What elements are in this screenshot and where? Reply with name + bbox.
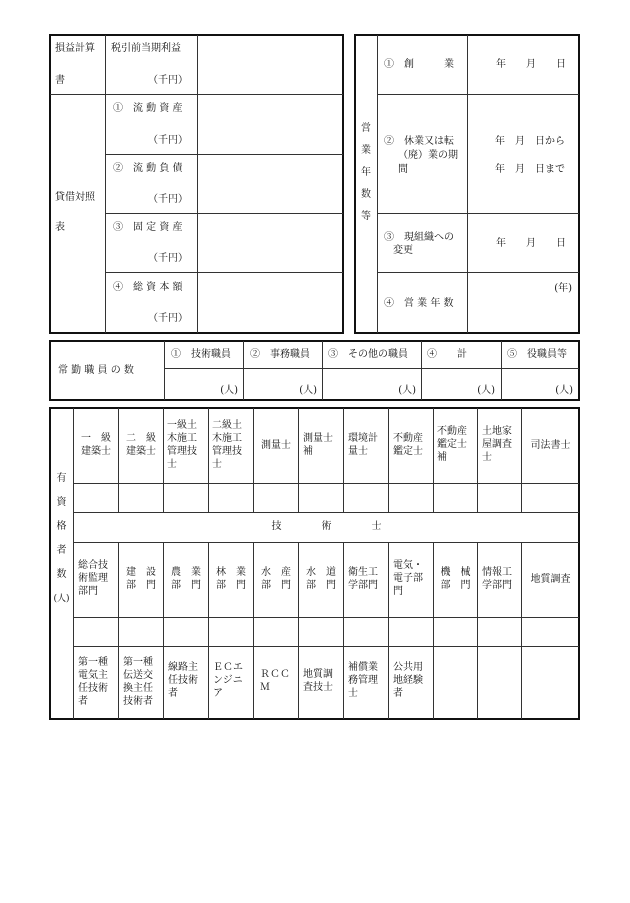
divider — [378, 94, 579, 95]
officers-unit[interactable]: (人) — [555, 385, 573, 396]
first-class-architect-header: 一 級 建築士 — [81, 433, 111, 457]
current-assets-value[interactable] — [198, 95, 343, 154]
water-supply-dept-header: 水 道 部 門 — [306, 567, 336, 591]
technical-staff-unit[interactable]: (人) — [220, 385, 238, 396]
profit-loss-label: 損益計算 — [55, 43, 95, 54]
years-unit-label: (年) — [554, 283, 572, 294]
divider — [378, 213, 579, 214]
divider — [378, 272, 579, 273]
second-class-architect-header: 二 級 建築士 — [126, 433, 156, 457]
chief-electrical-engineer-header: 第一種 電気主 任技術 者 — [78, 657, 108, 707]
chief-transmission-engineer-header: 第一種 伝送交 換主任 技術者 — [123, 657, 153, 707]
divider — [243, 341, 244, 400]
qualified-count-row-2[interactable] — [74, 618, 579, 646]
founding-date[interactable]: 年 月 日 — [496, 59, 566, 70]
land-house-surveyor-header: 土地家 屋調査 士 — [482, 426, 512, 463]
pretax-profit-label: 税引前当期利益 — [111, 43, 181, 54]
electrical-dept-header: 電気・ 電子部 門 — [393, 560, 423, 597]
other-staff-unit[interactable]: (人) — [398, 385, 416, 396]
suspension-label: ② 休業又は転 — [384, 136, 454, 147]
sanitation-dept-header: 衛生工 学部門 — [348, 567, 378, 591]
balance-sheet-label: 貸借対照 — [55, 192, 95, 203]
comprehensive-engineering-header: 総合技 術監理 部門 — [78, 560, 108, 597]
total-capital-value[interactable] — [198, 273, 343, 333]
information-engineering-header: 情報工 学部門 — [482, 567, 512, 591]
public-land-experience-header: 公共用 地経験 者 — [393, 662, 423, 699]
current-assets-label: ① 流 動 資 産 — [113, 103, 183, 114]
qualified-count-row-1[interactable] — [74, 484, 579, 512]
unit-label: （千円） — [148, 194, 188, 205]
profit-loss-label-2: 書 — [55, 75, 65, 86]
unit-label: （千円） — [148, 313, 188, 324]
office-staff-unit[interactable]: (人) — [299, 385, 317, 396]
environmental-measurer-header: 環境計 量士 — [348, 433, 378, 457]
business-years-section-label: 営 業 年 数 等 — [361, 123, 371, 222]
divider — [165, 368, 579, 369]
construction-dept-header: 建 設 部 門 — [126, 567, 156, 591]
surveyor-header: 測量士 — [261, 440, 291, 451]
total-staff-header: ④ 計 — [427, 349, 467, 360]
suspension-label-2: （廃）業の期 — [398, 150, 458, 161]
suspension-from-date[interactable]: 年 月 日から — [495, 136, 565, 147]
professional-engineer-header: 技 術 士 — [271, 521, 382, 532]
reorganization-date[interactable]: 年 月 日 — [496, 238, 566, 249]
forestry-dept-header: 林 業 部 門 — [216, 567, 246, 591]
fixed-assets-value[interactable] — [198, 214, 343, 272]
reorganization-label: ③ 現組織への — [384, 232, 454, 243]
pretax-profit-value[interactable] — [198, 35, 343, 94]
qualified-section-label: 有 資 格 者 数 (人) — [53, 473, 70, 604]
judicial-scrivener-header: 司法書士 — [530, 440, 571, 451]
assistant-appraiser-header: 不動産 鑑定士 補 — [437, 426, 467, 463]
divider — [501, 341, 502, 400]
fixed-assets-label: ③ 固 定 資 産 — [113, 222, 183, 233]
assistant-surveyor-header: 測量士 補 — [303, 433, 333, 457]
years-in-business-label: ④ 営 業 年 数 — [384, 298, 454, 309]
divider — [74, 646, 579, 647]
balance-sheet-label-2: 表 — [55, 222, 65, 233]
office-staff-header: ② 事務職員 — [250, 349, 310, 360]
mechanical-dept-header: 機 械 部 門 — [440, 567, 471, 591]
staff-section-label: 常 勤 職 員 の 数 — [58, 365, 134, 376]
divider — [377, 35, 378, 333]
other-staff-header: ③ その他の職員 — [328, 349, 408, 360]
ec-engineer-header: ＥＣエ ンジニ ア — [213, 662, 243, 699]
suspension-label-3: 間 — [398, 164, 408, 175]
agriculture-dept-header: 農 業 部 門 — [171, 567, 201, 591]
rccm-header: ＲＣＣ Ｍ — [260, 669, 290, 693]
total-staff-unit[interactable]: (人) — [477, 385, 495, 396]
second-class-civil-engineer-header: 二級土 木施工 管理技 士 — [212, 420, 242, 470]
current-liabilities-label: ② 流 動 負 債 — [113, 163, 183, 174]
divider — [74, 542, 579, 543]
suspension-to-date[interactable]: 年 月 日まで — [495, 164, 565, 175]
divider — [467, 35, 468, 333]
divider — [74, 512, 579, 513]
unit-label: （千円） — [148, 75, 188, 86]
geological-survey-header: 地質調査 — [530, 574, 571, 585]
officers-header: ⑤ 役職員等 — [507, 349, 567, 360]
real-estate-appraiser-header: 不動産 鑑定士 — [393, 433, 423, 457]
compensation-manager-header: 補償業 務管理 士 — [348, 662, 378, 699]
unit-label: （千円） — [148, 253, 188, 264]
divider — [164, 341, 165, 400]
geological-engineer-header: 地質調 査技士 — [303, 669, 333, 693]
unit-label: （千円） — [148, 135, 188, 146]
total-capital-label: ④ 総 資 本 額 — [113, 282, 183, 293]
founding-label: ① 創 業 — [384, 59, 454, 70]
first-class-civil-engineer-header: 一級土 木施工 管理技 士 — [167, 420, 197, 470]
technical-staff-header: ① 技術職員 — [171, 349, 231, 360]
chief-line-engineer-header: 線路主 任技術 者 — [168, 662, 198, 699]
fisheries-dept-header: 水 産 部 門 — [261, 567, 291, 591]
reorganization-label-2: 変更 — [393, 245, 413, 256]
divider — [105, 35, 106, 333]
divider — [322, 341, 323, 400]
divider — [421, 341, 422, 400]
current-liabilities-value[interactable] — [198, 155, 343, 213]
